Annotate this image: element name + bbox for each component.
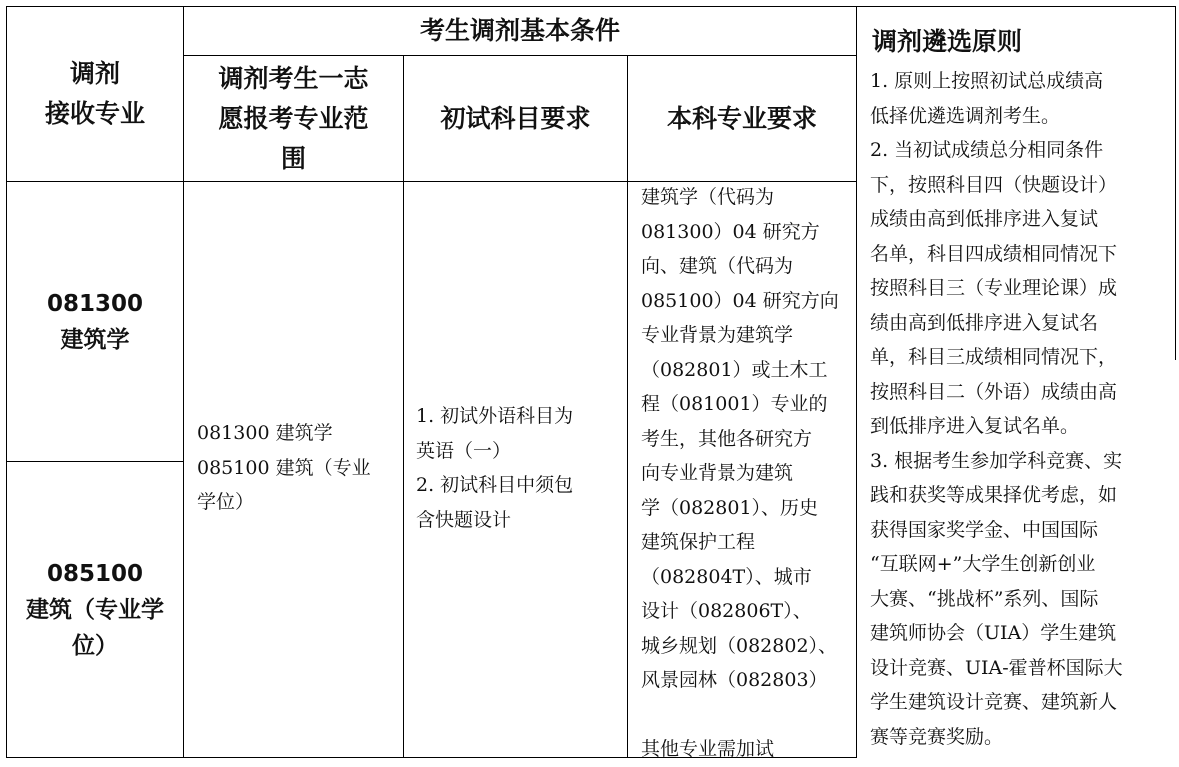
rules-line: 设计竞赛、UIA-霍普杯国际大 [870,656,1123,679]
first-choice-range-line: 学位） [197,491,255,513]
first-choice-range-header-line: 调剂考生一志 [218,63,369,93]
first-choice-range-line: 081300 建筑学 [197,422,333,444]
rules-line: 1. 原则上按照初试总成绩高 [870,70,1104,92]
undergrad-requirement-line: 设计（082806T）、 [641,600,812,622]
major-cell-081300 [7,182,183,461]
undergrad-requirements-header [628,56,856,181]
undergrad-requirement-line: （082804T）、城市 [641,565,812,588]
exam-requirements-header [404,56,627,181]
exam-requirement-line: 2. 初试科目中须包 [416,474,574,496]
rules-line: 践和获奖等成果择优考虑，如 [870,484,1118,506]
undergrad-requirements-header-text: 本科专业要求 [666,103,817,133]
basic-conditions-header-text: 考生调剂基本条件 [419,16,620,45]
undergrad-requirement-line: 程（081001）专业的 [641,393,828,415]
rules-line: 绩由高到低排序进入复试名 [870,311,1099,334]
basic-conditions-header [184,7,856,55]
undergrad-requirement-line: 向专业背景为建筑 [641,462,794,484]
first-choice-range-header-line: 围 [280,143,306,173]
receiving-major-header-line: 调剂 [69,59,120,88]
undergrad-requirement-line: 专业背景为建筑学 [641,324,794,346]
rules-line: “互联网+”大学生创新创业 [870,553,1096,575]
undergrad-requirements-cell [641,180,853,767]
rules-line: 获得国家奖学金、中国国际 [870,518,1099,541]
rules-panel-border-right [1175,6,1176,360]
rules-line: 按照科目三（专业理论课）成 [870,277,1118,299]
rules-line: 学生建筑设计竞赛、建筑新人 [870,691,1118,713]
undergrad-requirement-line: 085100）04 研究方向 [641,289,839,312]
rules-line: 低择优遴选调剂考生。 [870,104,1061,127]
undergrad-requirement-line: 考生，其他各研究方 [641,427,813,450]
undergrad-requirement-line: 向、建筑（代码为 [641,255,794,277]
first-choice-range-line: 085100 建筑（专业 [197,456,371,479]
rules-title: 调剂遴选原则 [872,27,1023,56]
first-choice-range-header [184,56,403,181]
major-cell-085100 [7,462,183,757]
rules-line: 单，科目三成绩相同情况下， [870,346,1118,368]
rules-line: 赛等竞赛奖励。 [870,725,1004,748]
exam-requirement-line: 含快题设计 [416,508,512,531]
major-name: 建筑（专业学 [26,596,164,623]
first-choice-range-header-line: 愿报考专业范 [218,103,369,133]
rules-line: 大赛、“挑战杯”系列、国际 [870,587,1099,610]
undergrad-requirement-line: 城乡规划（082802）、 [641,634,838,657]
rules-line: 名单，科目四成绩相同情况下 [870,242,1118,265]
rules-line: 成绩由高到低排序进入复试 [870,208,1099,230]
exam-requirements-cell [416,399,621,537]
undergrad-requirement-line: 081300）04 研究方 [641,220,820,243]
rules-line: 2. 当初试成绩总分相同条件 [870,139,1104,161]
rules-line: 建筑师协会（UIA）学生建筑 [870,622,1117,644]
undergrad-requirement-line: 其他专业需加试 [641,738,775,760]
undergrad-requirement-line: 建筑保护工程 [641,531,756,553]
exam-requirements-header-text: 初试科目要求 [440,103,591,133]
rules-line: 到低排序进入复试名单。 [870,415,1080,437]
undergrad-requirement-line: （082801）或土木工 [641,358,828,381]
undergrad-requirement-line: 学（082801）、历史 [641,496,819,519]
exam-requirement-line: 1. 初试外语科目为 [416,405,574,427]
major-code: 081300 [46,290,144,317]
major-name: 位） [72,632,118,659]
exam-requirement-line: 英语（一） [416,439,512,462]
rules-line: 按照科目二（外语）成绩由高 [870,380,1118,403]
undergrad-requirement-line [641,698,853,733]
receiving-major-header-line: 接收专业 [44,99,145,128]
undergrad-requirement-line: 风景园林（082803） [641,669,828,691]
rules-panel [858,6,1175,758]
major-code: 085100 [46,560,144,587]
first-choice-range-cell [197,416,397,520]
major-name: 建筑学 [60,326,130,353]
rules-line: 3. 根据考生参加学科竞赛、实 [870,449,1123,472]
receiving-major-header [7,7,183,181]
undergrad-requirement-line: 建筑学（代码为 [641,186,775,208]
table-border-right [856,6,857,758]
rules-line: 下，按照科目四（快题设计） [870,173,1118,196]
